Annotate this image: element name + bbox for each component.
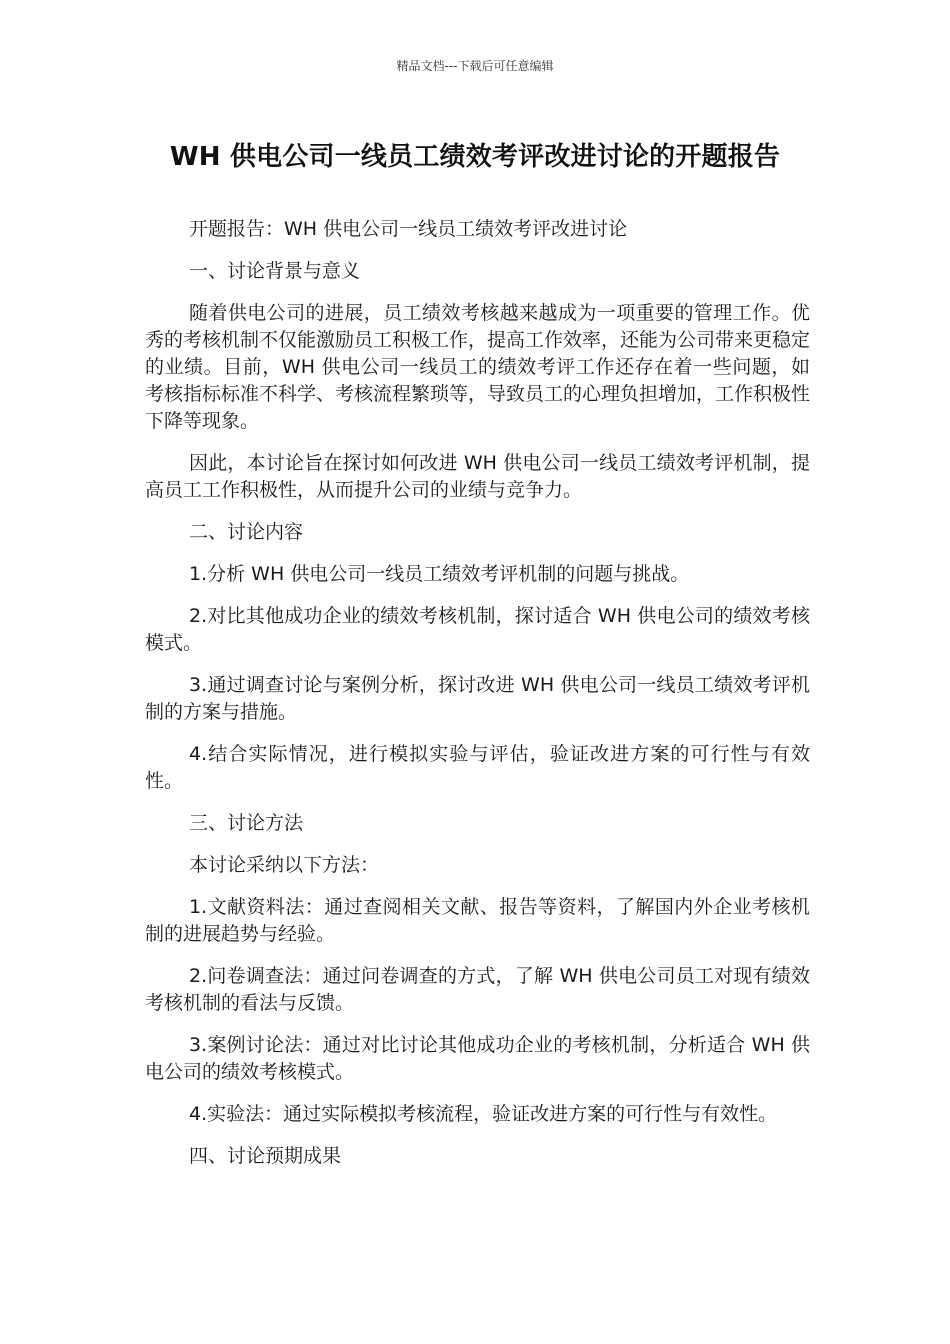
purpose-paragraph: 因此，本讨论旨在探讨如何改进 WH 供电公司一线员工绩效考评机制，提高员工工作积极性，从而提升公司的业绩与竞争力。 — [145, 452, 810, 501]
section-heading-background: 一、讨论背景与意义 — [189, 260, 361, 282]
section-heading-methods: 三、讨论方法 — [189, 812, 304, 834]
section-heading-content: 二、讨论内容 — [189, 521, 304, 543]
document-title: WH 供电公司一线员工绩效考评改进讨论的开题报告 — [169, 142, 781, 172]
content-item-4: 4.结合实际情况，进行模拟实验与评估，验证改进方案的可行性与有效性。 — [145, 743, 810, 792]
content-item-3: 3.通过调查讨论与案例分析，探讨改进 WH 供电公司一线员工绩效考评机制的方案与措施。 — [145, 674, 810, 723]
method-item-4: 4.实验法：通过实际模拟考核流程，验证改进方案的可行性与有效性。 — [189, 1103, 778, 1125]
header-note: 精品文档---下载后可任意编辑 — [396, 59, 554, 73]
background-paragraph: 随着供电公司的进展，员工绩效考核越来越成为一项重要的管理工作。优秀的考核机制不仅能激励员工积极工作，提高工作效率，还能为公司带来更稳定的业绩。目前，WH 供电公司一线员工的绩效考评工作还存在着一些问题，如考核指标标准不科学、考核流程繁琐等，导致员工的心理负担增加，工作积极性下降等现象。 — [145, 302, 811, 432]
content-item-2: 2.对比其他成功企业的绩效考核机制，探讨适合 WH 供电公司的绩效考核模式。 — [145, 605, 810, 654]
method-item-2: 2.问卷调查法：通过问卷调查的方式，了解 WH 供电公司员工对现有绩效考核机制的看法与反馈。 — [145, 965, 810, 1014]
methods-intro: 本讨论采纳以下方法： — [189, 854, 380, 876]
document-body — [145, 216, 810, 1185]
report-subject: 开题报告：WH 供电公司一线员工绩效考评改进讨论 — [189, 218, 628, 240]
method-item-1: 1.文献资料法：通过查阅相关文献、报告等资料，了解国内外企业考核机制的进展趋势与经验。 — [145, 896, 810, 945]
section-heading-outcomes: 四、讨论预期成果 — [189, 1145, 342, 1167]
content-item-1: 1.分析 WH 供电公司一线员工绩效考评机制的问题与挑战。 — [189, 563, 690, 585]
method-item-3: 3.案例讨论法：通过对比讨论其他成功企业的考核机制，分析适合 WH 供电公司的绩效考核模式。 — [145, 1034, 810, 1083]
